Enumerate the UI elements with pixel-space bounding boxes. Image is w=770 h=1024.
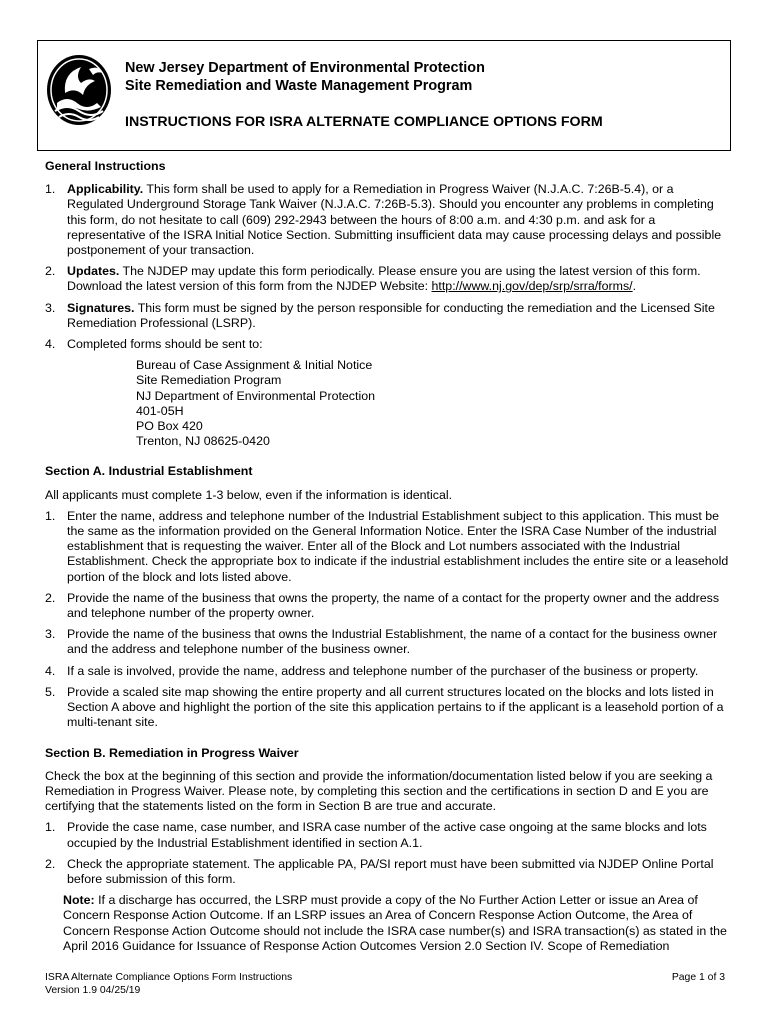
footer-version: Version 1.9 04/25/19: [45, 985, 141, 997]
section-a-item-4: 4. If a sale is involved, provide the name, address and telephone number of the purchaser of the business or property.: [45, 663, 699, 678]
section-b-item-1: 1. Provide the case name, case number, and ISRA case number of the active case ongoing at the same blocks and lots occupied by the Industrial Establishment identified in section A.1.: [45, 820, 707, 850]
address-line: PO Box 420: [136, 419, 203, 434]
address-line: Bureau of Case Assignment & Initial Notice: [136, 358, 373, 373]
njdep-seal-icon: [45, 53, 113, 127]
general-instructions-title: General Instructions: [45, 159, 166, 173]
section-a-title: Section A. Industrial Establishment: [45, 464, 253, 479]
address-line: Trenton, NJ 08625-0420: [136, 434, 270, 449]
section-b-intro: Check the box at the beginning of this section and provide the information/documentation listed below if you are seeking a Remediation in Progress Waiver. Please note, by completing this section and the certifications in section D and E you are certifying that the statements listed on the form in Section B are true and accurate.: [45, 768, 713, 814]
mailing-address: [136, 358, 729, 449]
section-a-intro: All applicants must complete 1-3 below, even if the information is identical.: [45, 487, 453, 502]
program-name: Site Remediation and Waste Management Program: [125, 78, 473, 94]
header-box: [37, 40, 731, 151]
section-b-note: Note: If a discharge has occurred, the LSRP must provide a copy of the No Further Action Letter or issue an Area of Concern Response Action Outcome. If an LSRP issues an Area of Concern Response Action Outcome, the Area of Concern Response Action Outcome should not include the ISRA case number(s) and ISRA transaction(s) as stated in the April 2016 Guidance for Issuance of Response Action Outcomes Version 2.0 Section IV. Scope of Remediation: [63, 893, 727, 953]
agency-name: New Jersey Department of Environmental Protection: [125, 60, 485, 76]
section-a-item-5: 5. Provide a scaled site map showing the entire property and all current structures located on the blocks and lots listed in Section A above and highlight the portion of the site this application pertains to if the applicant is a leasehold portion of a multi-tenant site.: [45, 684, 724, 730]
section-b-title: Section B. Remediation in Progress Waiver: [45, 745, 299, 760]
address-line: 401-05H: [136, 403, 184, 418]
section-a-item-1: 1. Enter the name, address and telephone number of the Industrial Establishment subject to this application. This must be the same as the information provided on the General Information Notice. Enter the ISRA Case Number of the industrial establishment that is requesting the waiver. Enter all of the Block and Lot numbers associated with the Industrial Establishment. Check the appropriate box to indicate if the industrial establishment includes the entire site or a leasehold portion of the block and lots listed above.: [45, 508, 729, 584]
address-line: NJ Department of Environmental Protection: [136, 388, 375, 403]
footer-left: [45, 971, 292, 998]
form-title: INSTRUCTIONS FOR ISRA ALTERNATE COMPLIANCE OPTIONS FORM: [125, 114, 603, 130]
address-line: Site Remediation Program: [136, 373, 282, 388]
general-item-1: 1. Applicability. This form shall be used to apply for a Remediation in Progress Waiver (N.J.A.C. 7:26B-5.4), or a Regulated Underground Storage Tank Waiver (N.J.A.C. 7:26B-5.3). Should you encounter any problems in completing this form, do not hesitate to call (609) 292-2943 between the hours of 8:00 a.m. and 4:30 p.m. and ask for a representative of the ISRA Initial Notice Section. Submitting insufficient data may cause processing delays and possible postponement of your transaction.: [45, 182, 722, 258]
general-item-4: 4. Completed forms should be sent to:: [45, 337, 263, 352]
general-item-2: 2. Updates. The NJDEP may update this form periodically. Please ensure you are using the latest version of this form. Download the latest version of this form from the NJDEP Website: http://www.nj.gov/dep/srp/srra/forms/.: [45, 264, 701, 294]
section-b-item-2: 2. Check the appropriate statement. The applicable PA, PA/SI report must have been submitted via NJDEP Online Portal before submission of this form.: [45, 856, 714, 886]
footer-form-name: ISRA Alternate Compliance Options Form Instructions: [45, 972, 293, 983]
section-a-item-2: 2. Provide the name of the business that owns the property, the name of a contact for the property owner and the address and telephone number of the property owner.: [45, 590, 720, 621]
forms-website-link[interactable]: http://www.nj.gov/dep/srp/srra/forms/: [431, 279, 633, 294]
section-a-item-3: 3. Provide the name of the business that owns the Industrial Establishment, the name of a contact for the business owner and the address and telephone number of the business owner.: [45, 627, 718, 657]
general-item-3: 3. Signatures. This form must be signed by the person responsible for conducting the remediation and the Licensed Site Remediation Professional (LSRP).: [45, 300, 715, 330]
footer-page-number: Page 1 of 3: [671, 972, 725, 983]
instructions-body: [45, 159, 729, 954]
